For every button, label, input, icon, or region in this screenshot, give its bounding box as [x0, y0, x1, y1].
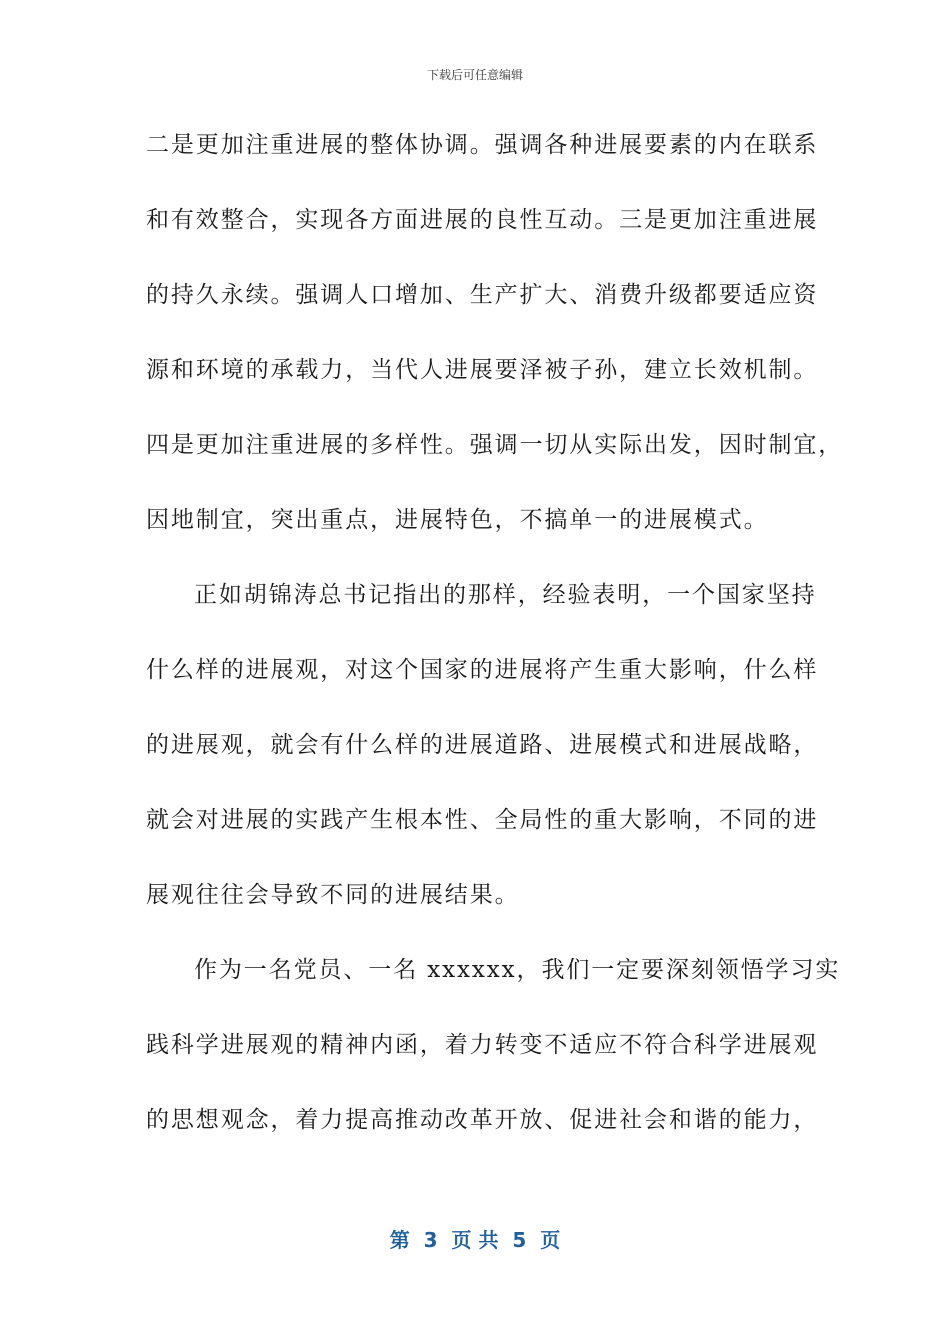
- text-line: 因地制宜，突出重点，进展特色，不搞单一的进展模式。: [146, 507, 769, 533]
- text-line: 的持久永续。强调人口增加、生产扩大、消费升级都要适应资: [146, 282, 819, 308]
- text-line: 展观往往会导致不同的进展结果。: [146, 882, 520, 908]
- text-line: 的思想观念，着力提高推动改革开放、促进社会和谐的能力，: [146, 1107, 819, 1133]
- text-line: 二是更加注重进展的整体协调。强调各种进展要素的内在联系: [146, 132, 819, 158]
- paragraph-start-line: 正如胡锦涛总书记指出的那样，经验表明，一个国家坚持: [194, 582, 817, 608]
- text-line: 和有效整合，实现各方面进展的良性互动。三是更加注重进展: [146, 207, 819, 233]
- text-line: 践科学进展观的精神内函，着力转变不适应不符合科学进展观: [146, 1032, 819, 1058]
- text-line: 什么样的进展观，对这个国家的进展将产生重大影响，什么样: [146, 657, 819, 683]
- document-body: [146, 124, 844, 1174]
- page-number-footer: 第 3 页 共 5 页: [389, 1228, 561, 1252]
- paragraph-start-line: 作为一名党员、一名 xxxxxx，我们一定要深刻领悟学习实: [194, 957, 841, 983]
- text-line: 四是更加注重进展的多样性。强调一切从实际出发，因时制宜，: [146, 432, 844, 458]
- page-header: 下载后可任意编辑: [426, 68, 523, 82]
- text-line: 的进展观，就会有什么样的进展道路、进展模式和进展战略，: [146, 732, 819, 758]
- text-line: 源和环境的承载力，当代人进展要泽被子孙，建立长效机制。: [146, 357, 819, 383]
- text-line: 就会对进展的实践产生根本性、全局性的重大影响，不同的进: [146, 807, 819, 833]
